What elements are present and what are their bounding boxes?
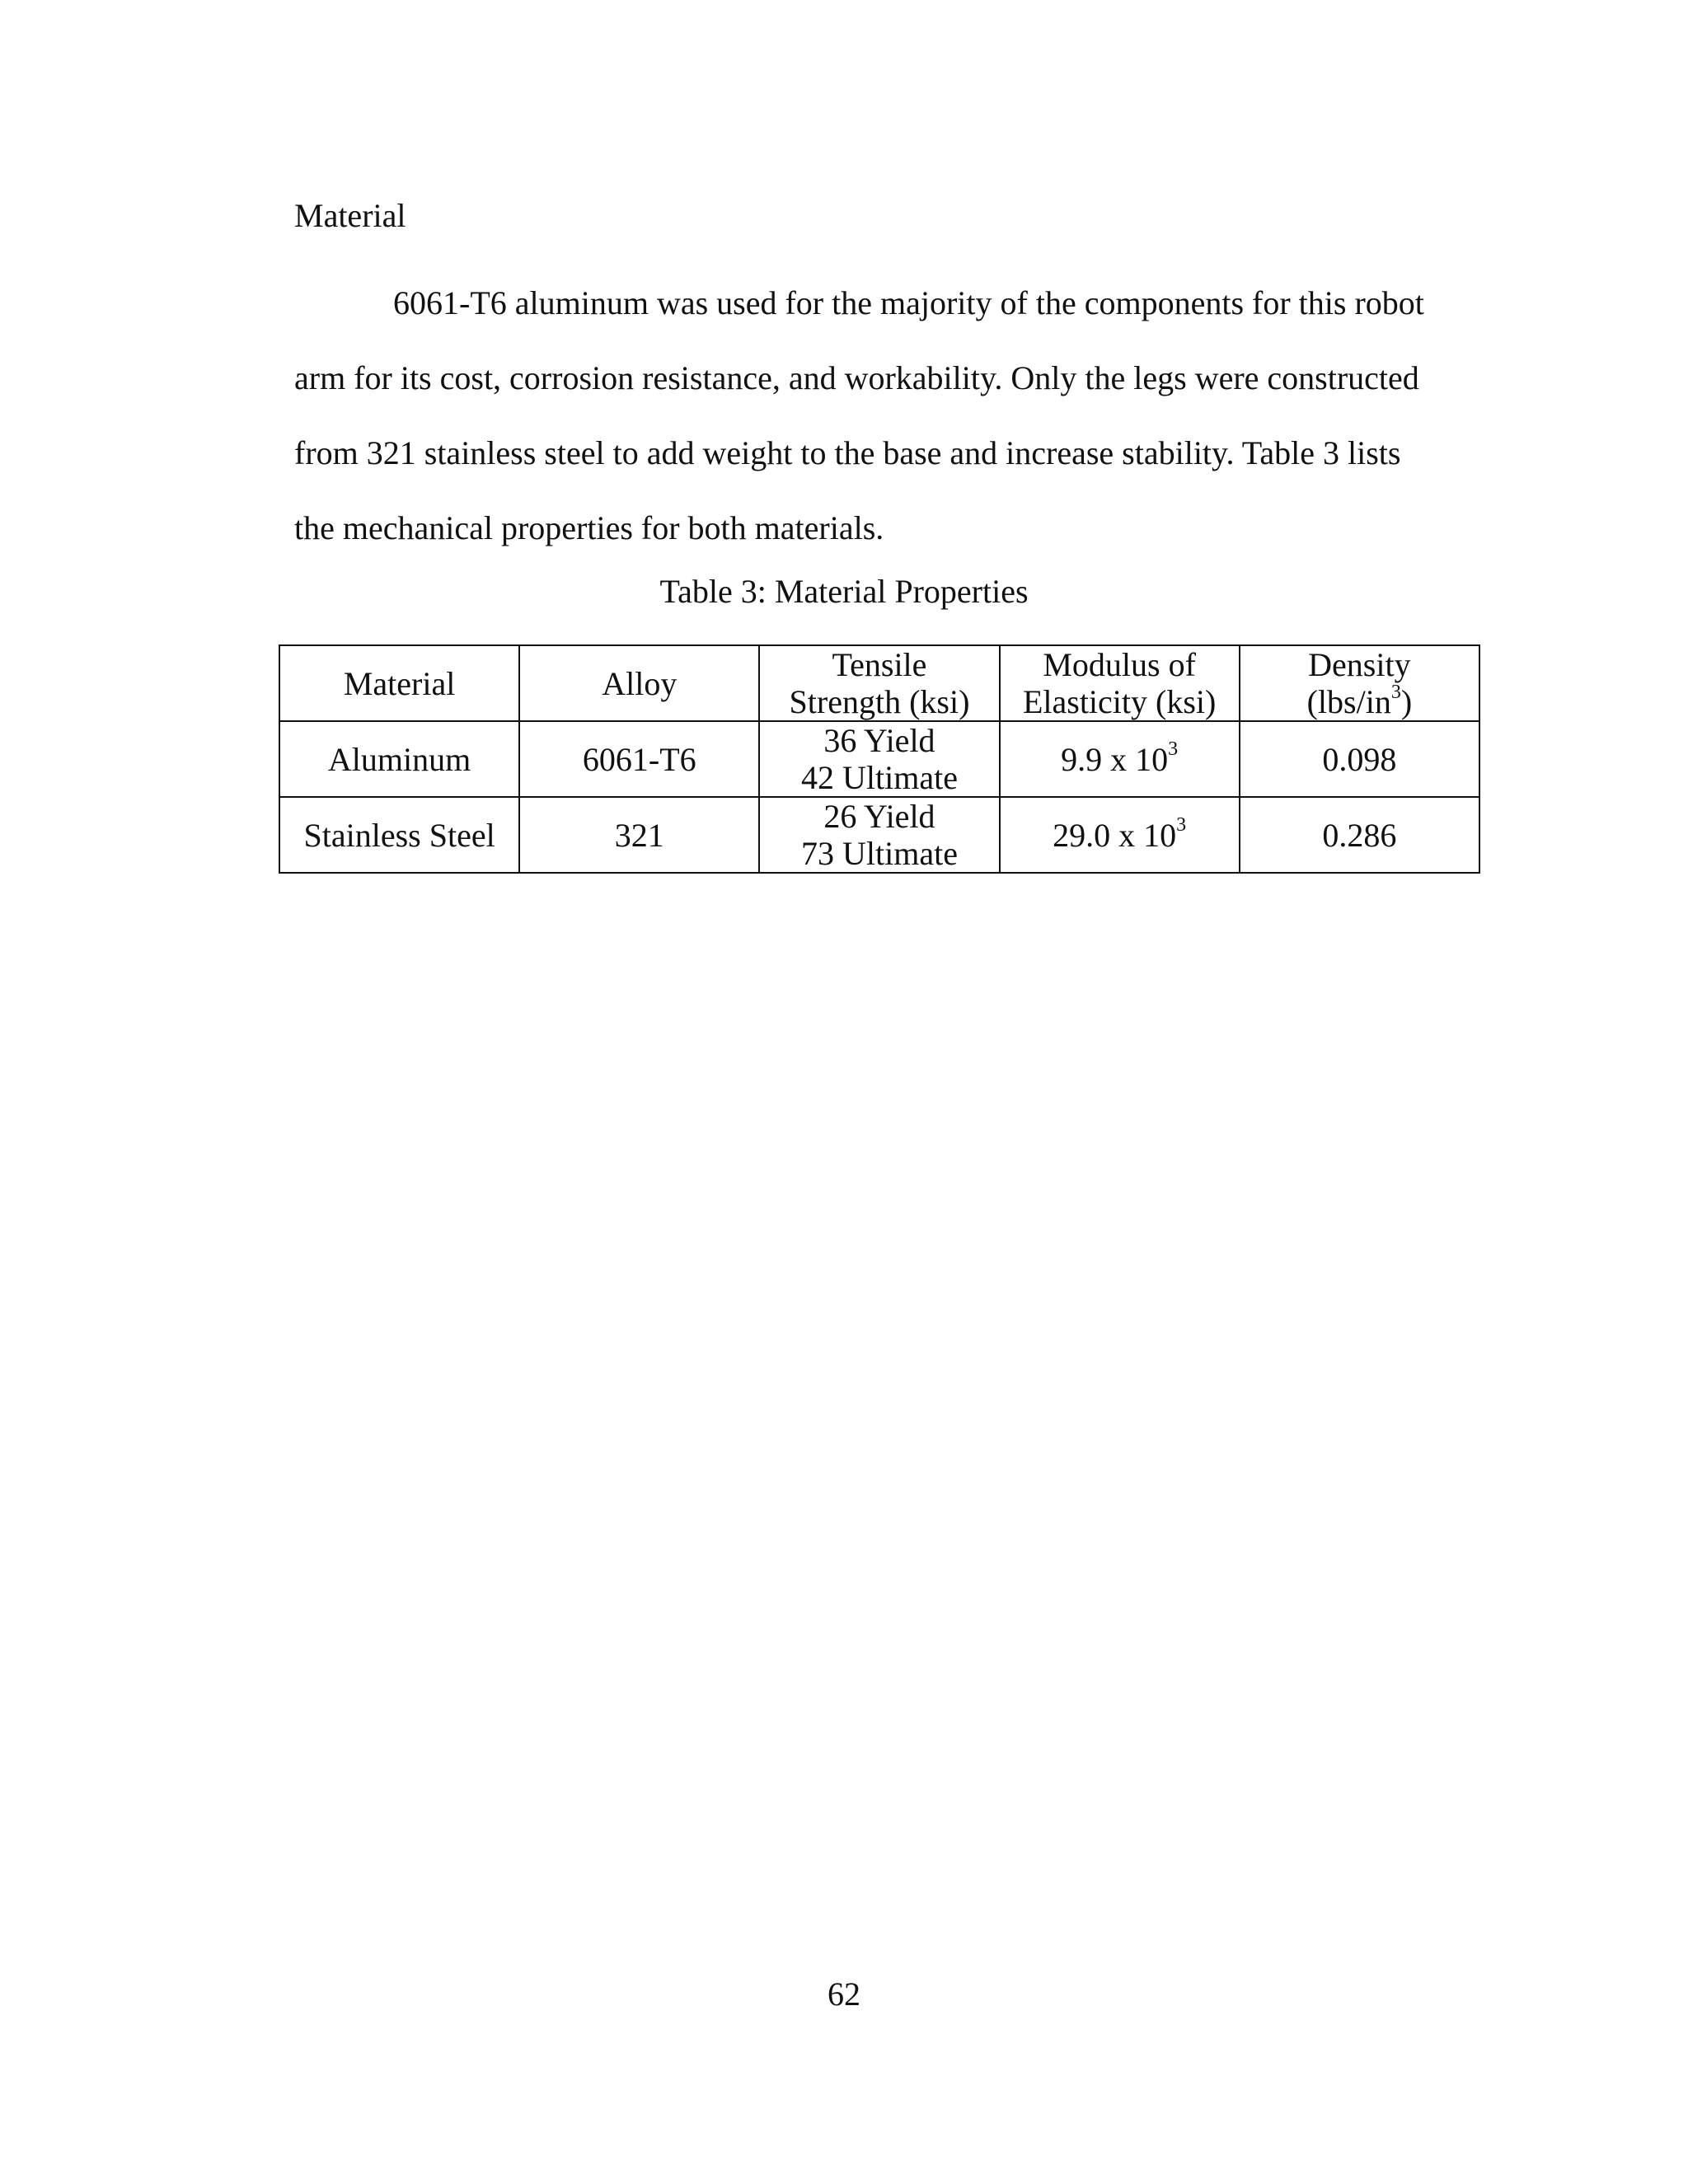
cell-alloy: 6061-T6 <box>519 721 759 797</box>
header-alloy: Alloy <box>519 645 759 721</box>
header-density-line2 <box>1240 683 1479 720</box>
cell-tensile <box>759 721 999 797</box>
header-density-unit: (lbs/in <box>1306 683 1391 720</box>
page-number: 62 <box>828 1975 860 2013</box>
table-caption: Table 3: Material Properties <box>659 573 1029 610</box>
cell-modulus-base: 29.0 x 10 <box>1053 816 1177 854</box>
cell-modulus-base: 9.9 x 10 <box>1061 740 1169 778</box>
header-modulus-line1: Modulus of <box>1043 646 1196 683</box>
cell-yield: 26 Yield <box>823 798 935 835</box>
cell-tensile <box>759 797 999 873</box>
table-header-row <box>279 645 1479 721</box>
section-heading: Material <box>294 197 406 234</box>
cell-density: 0.286 <box>1240 797 1479 873</box>
header-density <box>1240 645 1479 721</box>
material-properties-table <box>279 644 1480 874</box>
header-tensile-line1: Tensile <box>832 646 927 683</box>
header-tensile-line2: Strength (ksi) <box>789 683 970 720</box>
header-material: Material <box>279 645 519 721</box>
cell-material: Aluminum <box>279 721 519 797</box>
header-density-exponent: 3 <box>1390 681 1401 703</box>
cell-modulus <box>1000 721 1240 797</box>
cell-modulus-exponent: 3 <box>1168 738 1179 761</box>
cell-modulus <box>1000 797 1240 873</box>
body-paragraph: 6061-T6 aluminum was used for the majority of the components for this robot arm for its cost, corrosion resistance, and workability. Only the legs were constructed from 321 stainless steel to add weight to the base and increase stability. Table 3 lists the mechanical properties for both materials. <box>294 284 1424 546</box>
cell-ultimate: 42 Ultimate <box>800 759 958 796</box>
header-density-close: ) <box>1400 683 1413 720</box>
cell-material: Stainless Steel <box>279 797 519 873</box>
cell-yield: 36 Yield <box>823 722 935 759</box>
header-density-line1: Density <box>1308 646 1411 683</box>
cell-modulus-exponent: 3 <box>1176 814 1187 837</box>
cell-ultimate: 73 Ultimate <box>800 835 958 872</box>
cell-density: 0.098 <box>1240 721 1479 797</box>
table-row <box>279 721 1479 797</box>
table-row <box>279 797 1479 873</box>
header-modulus <box>1000 645 1240 721</box>
header-tensile-strength <box>759 645 999 721</box>
cell-alloy: 321 <box>519 797 759 873</box>
header-modulus-line2: Elasticity (ksi) <box>1022 683 1217 720</box>
